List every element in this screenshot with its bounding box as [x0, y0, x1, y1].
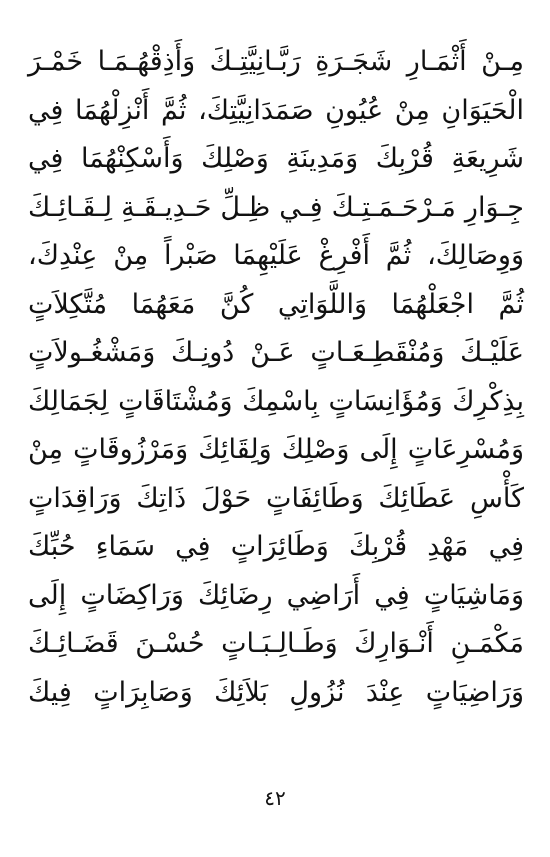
- text-line-4: جِـوَارِ مَـرْحَـمَـتِـكَ فِـي ظِـلِّ حَـدِيـقَـةِ لِـقَـائِـكَ: [28, 191, 524, 223]
- text-line-6: ثُمَّ اجْعَلْهُمَا وَاللَّوَاتِي كُنَّ مَعَهُمَا مُتَّكِلاَتٍ: [28, 288, 524, 320]
- text-line-12: وَمَاشِيَاتٍ فِي أَرَاضِي رِضَائِكَ وَرَاكِضَاتٍ إِلَى: [28, 579, 524, 611]
- text-line-13: مَكْمَـنِ أَنْـوَارِكَ وَطَـالِـبَـاتٍ حُسْـنَ قَضَـائِـكَ: [28, 628, 524, 659]
- text-line-14: وَرَاضِيَاتٍ عِنْدَ نُزُولِ بَلاَئِكَ وَصَابِرَاتٍ فِيكَ: [28, 676, 524, 708]
- text-line-11: فِي مَهْدِ قُرْبِكَ وَطَائِرَاتٍ فِي سَمَاءِ حُبِّكَ: [28, 531, 524, 562]
- page-number: ٤٢: [264, 786, 286, 810]
- arabic-text-block: [28, 38, 524, 717]
- text-line-1: مِـنْ أَثْمَـارِ شَجَـرَةِ رَبَّـانِيَّتِـكَ وَأَذِقْهُـمَـا خَمْـرَ: [28, 46, 524, 77]
- text-line-5: وَوِصَالِكَ، ثُمَّ أَفْرِغْ عَلَيْهِمَا صَبْراً مِنْ عِنْدِكَ،: [28, 240, 524, 271]
- text-line-3: شَرِيعَةِ قُرْبِكَ وَمَدِينَةِ وَصْلِكَ وَأَسْكِنْهُمَا فِي: [28, 143, 524, 174]
- text-line-8: بِذِكْرِكَ وَمُؤَانِسَاتٍ بِاسْمِكَ وَمُشْتَاقَاتٍ لِجَمَالِكَ: [28, 385, 524, 417]
- text-line-10: كَأْسِ عَطَائِكَ وَطَائِفَاتٍ حَوْلَ ذَاتِكَ وَرَاقِدَاتٍ: [28, 482, 524, 514]
- text-line-2: الْحَيَوَانِ مِنْ عُيُونِ صَمَدَانِيَّتِكَ، ثُمَّ أَنْزِلْهُمَا فِي: [28, 94, 524, 126]
- text-line-9: وَمُسْرِعَاتٍ إِلَى وَصْلِكَ وَلِقَائِكَ وَمَرْزُوقَاتٍ مِنْ: [28, 434, 524, 465]
- text-line-7: عَلَيْـكَ وَمُنْقَطِـعَـاتٍ عَـنْ دُونِـكَ وَمَشْغُـولاَتٍ: [28, 337, 524, 368]
